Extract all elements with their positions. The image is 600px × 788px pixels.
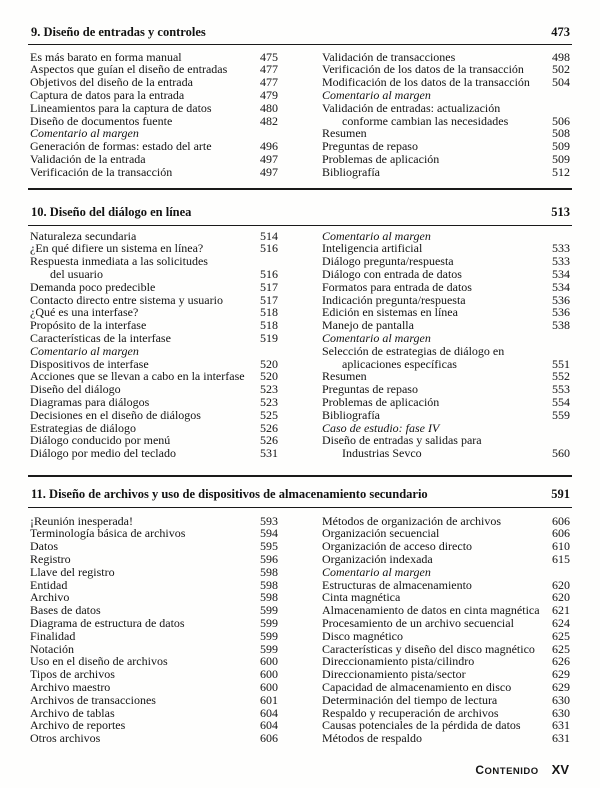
toc-entry-page-number: 519 bbox=[260, 330, 278, 345]
toc-entry-title: Tipos de archivos bbox=[30, 667, 115, 682]
toc-entry-title: Diagrama de estructura de datos bbox=[30, 615, 185, 630]
toc-entry-title: Inteligencia artificial bbox=[322, 241, 423, 256]
toc-entry-page-number: 625 bbox=[552, 628, 570, 643]
toc-entry-title: Problemas de aplicación bbox=[322, 151, 440, 166]
toc-entry-title: ¿En qué difiere un sistema en línea? bbox=[30, 241, 204, 256]
toc-entry-page-number: 533 bbox=[552, 254, 570, 269]
toc-entry-page-number: 538 bbox=[552, 318, 570, 333]
toc-entry-title: Diálogo con entrada de datos bbox=[322, 266, 462, 281]
chapter-page-number: 513 bbox=[551, 205, 570, 219]
toc-entry-title: Diálogo conducido por menú bbox=[30, 433, 171, 448]
toc-entry bbox=[322, 732, 570, 745]
toc-entry-page-number: 526 bbox=[260, 433, 278, 448]
toc-entry-title: Uso en el diseño de archivos bbox=[30, 654, 168, 669]
chapter-title: 11. Diseño de archivos y uso de dispositivos de almacenamiento secundario bbox=[31, 487, 428, 501]
toc-entry-page-number: 629 bbox=[552, 667, 570, 682]
toc-entry-page-number: 477 bbox=[260, 75, 278, 90]
chapter-separator-rule bbox=[28, 475, 572, 477]
toc-entry bbox=[30, 694, 278, 707]
toc-entry-page-number: 631 bbox=[552, 718, 570, 733]
toc-entry-title: Validación de la entrada bbox=[30, 151, 146, 166]
toc-entry-page-number: 517 bbox=[260, 292, 278, 307]
toc-entry-page-number: 594 bbox=[260, 526, 278, 541]
toc-entry-page-number: 606 bbox=[260, 731, 278, 746]
toc-entry-title: Problemas de aplicación bbox=[322, 394, 440, 409]
toc-entry-page-number: 504 bbox=[552, 75, 570, 90]
toc-entry-page-number: 606 bbox=[552, 513, 570, 528]
toc-entry-page-number: 598 bbox=[260, 590, 278, 605]
toc-entry-title: Terminología básica de archivos bbox=[30, 526, 186, 541]
toc-entry-page-number: 534 bbox=[552, 266, 570, 281]
toc-entry bbox=[30, 281, 278, 294]
toc-entry-title: Entidad bbox=[30, 577, 68, 592]
toc-entry-title: Preguntas de repaso bbox=[322, 382, 418, 397]
toc-entry-page-number: 479 bbox=[260, 87, 278, 102]
toc-entry-title: Comentario al margen bbox=[322, 330, 431, 345]
toc-entry-page-number: 598 bbox=[260, 577, 278, 592]
toc-entry-title: Caso de estudio: fase IV bbox=[322, 420, 440, 435]
toc-entry bbox=[30, 630, 278, 643]
toc-entry-title: Notación bbox=[30, 641, 74, 656]
toc-entry-page-number: 508 bbox=[552, 126, 570, 141]
toc-entry bbox=[322, 409, 570, 422]
toc-entry-page-number: 517 bbox=[260, 279, 278, 294]
toc-entry-title: Procesamiento de un archivo secuencial bbox=[322, 615, 514, 630]
toc-entry bbox=[322, 268, 570, 281]
toc-entry-title: Organización de acceso directo bbox=[322, 539, 473, 554]
toc-column-right bbox=[322, 230, 570, 460]
chapter-heading bbox=[31, 487, 570, 501]
toc-entry-page-number: 482 bbox=[260, 113, 278, 128]
toc-entry-title: Métodos de organización de archivos bbox=[322, 513, 502, 528]
toc-entry-page-number: 533 bbox=[552, 241, 570, 256]
toc-entry-title: Diálogo por medio del teclado bbox=[30, 446, 176, 461]
toc-entry-page-number: 523 bbox=[260, 394, 278, 409]
toc-entry-page-number: 631 bbox=[552, 731, 570, 746]
toc-column-left bbox=[30, 51, 278, 179]
toc-entry-page-number: 497 bbox=[260, 164, 278, 179]
toc-entry-page-number: 520 bbox=[260, 356, 278, 371]
toc-entry bbox=[30, 396, 278, 409]
toc-entry-title: Otros archivos bbox=[30, 731, 101, 746]
running-footer bbox=[475, 762, 569, 778]
toc-entry bbox=[30, 527, 278, 540]
toc-entry-page-number: 599 bbox=[260, 603, 278, 618]
toc-entry-page-number: 525 bbox=[260, 407, 278, 422]
toc-entry-page-number: 620 bbox=[552, 590, 570, 605]
toc-entry-title: Selección de estrategias de diálogo en bbox=[322, 343, 505, 358]
toc-entry-page-number: 599 bbox=[260, 615, 278, 630]
toc-entry-page-number: 600 bbox=[260, 679, 278, 694]
toc-entry bbox=[322, 553, 570, 566]
toc-entry-page-number: 552 bbox=[552, 369, 570, 384]
toc-entry-title: Finalidad bbox=[30, 628, 76, 643]
toc-entry-title: Modificación de los datos de la transacción bbox=[322, 75, 530, 90]
toc-entry-title: Validación de transacciones bbox=[322, 49, 456, 64]
toc-entry-title: Verificación de los datos de la transacción bbox=[322, 62, 524, 77]
toc-entry-page-number: 598 bbox=[260, 564, 278, 579]
toc-entry-page-number: 496 bbox=[260, 139, 278, 154]
toc-entry-page-number: 629 bbox=[552, 679, 570, 694]
toc-entry-title: Capacidad de almacenamiento en disco bbox=[322, 679, 512, 694]
toc-entry-title: Diseño del diálogo bbox=[30, 382, 121, 397]
toc-entry bbox=[30, 553, 278, 566]
toc-entry-page-number: 520 bbox=[260, 369, 278, 384]
toc-entry-title: Objetivos del diseño de la entrada bbox=[30, 75, 193, 90]
toc-entry-title: Industrias Sevco bbox=[342, 446, 422, 461]
toc-entry-title: Demanda poco predecible bbox=[30, 279, 156, 294]
footer-label: CONTENIDO bbox=[475, 763, 539, 777]
toc-entry-title: Manejo de pantalla bbox=[322, 318, 414, 333]
chapter-heading bbox=[31, 25, 570, 39]
toc-entry-page-number: 593 bbox=[260, 513, 278, 528]
toc-entry-page-number: 553 bbox=[552, 382, 570, 397]
toc-entry-page-number: 601 bbox=[260, 692, 278, 707]
toc-entry-title: Disco magnético bbox=[322, 628, 403, 643]
toc-entry-title: Edición en sistemas en línea bbox=[322, 305, 458, 320]
toc-entry-page-number: 512 bbox=[552, 164, 570, 179]
toc-subheading bbox=[322, 332, 570, 345]
toc-entry-title: Estrategias de diálogo bbox=[30, 420, 136, 435]
toc-entry-page-number: 518 bbox=[260, 305, 278, 320]
toc-entry-title: Características y diseño del disco magnético bbox=[322, 641, 535, 656]
toc-entry bbox=[322, 166, 570, 179]
toc-entry-title: Es más barato en forma manual bbox=[30, 49, 182, 64]
toc-entry-title: Indicación pregunta/respuesta bbox=[322, 292, 466, 307]
toc-entry-title: Comentario al margen bbox=[322, 87, 431, 102]
chapter-heading bbox=[31, 205, 570, 219]
toc-entry bbox=[30, 332, 278, 345]
toc-entry-page-number: 536 bbox=[552, 292, 570, 307]
toc-entry-page-number: 514 bbox=[260, 228, 278, 243]
toc-entry bbox=[30, 447, 278, 460]
toc-entry-title: Comentario al margen bbox=[30, 343, 139, 358]
toc-entry-page-number: 518 bbox=[260, 318, 278, 333]
toc-entry-title: Lineamientos para la captura de datos bbox=[30, 100, 212, 115]
toc-entry-page-number: 615 bbox=[552, 551, 570, 566]
toc-entry-page-number: 630 bbox=[552, 692, 570, 707]
toc-entry-page-number: 599 bbox=[260, 628, 278, 643]
toc-entry-page-number: 498 bbox=[552, 49, 570, 64]
toc-entry-title: Métodos de respaldo bbox=[322, 731, 422, 746]
heading-rule bbox=[28, 225, 572, 226]
toc-entry-page-number: 559 bbox=[552, 407, 570, 422]
toc-entry-page-number: 600 bbox=[260, 654, 278, 669]
toc-entry-title: Diálogo pregunta/respuesta bbox=[322, 254, 454, 269]
toc-entry-page-number: 477 bbox=[260, 62, 278, 77]
toc-entry bbox=[322, 396, 570, 409]
toc-entry bbox=[30, 166, 278, 179]
toc-entry-page-number: 554 bbox=[552, 394, 570, 409]
toc-entry-title: Bases de datos bbox=[30, 603, 101, 618]
toc-entry-title: Comentario al margen bbox=[322, 228, 431, 243]
chapter-page-number: 473 bbox=[551, 25, 570, 39]
toc-entry-title: Resumen bbox=[322, 369, 367, 384]
toc-entry-title: Diseño de entradas y salidas para bbox=[322, 433, 482, 448]
toc-entry-title: Diseño de documentos fuente bbox=[30, 113, 173, 128]
toc-entry-title: Almacenamiento de datos en cinta magnética bbox=[322, 603, 540, 618]
toc-entry-page-number: 551 bbox=[552, 356, 570, 371]
toc-entry bbox=[322, 281, 570, 294]
toc-entry bbox=[322, 681, 570, 694]
toc-entry-title: Registro bbox=[30, 551, 71, 566]
toc-entry bbox=[322, 447, 570, 460]
toc-entry-title: Formatos para entrada de datos bbox=[322, 279, 472, 294]
toc-entry bbox=[30, 268, 278, 281]
toc-entry-title: Direccionamiento pista/sector bbox=[322, 667, 466, 682]
toc-entry-title: Dispositivos de interfase bbox=[30, 356, 149, 371]
toc-entry bbox=[30, 409, 278, 422]
toc-entry-title: Captura de datos para la entrada bbox=[30, 87, 185, 102]
toc-entry-page-number: 560 bbox=[552, 446, 570, 461]
toc-entry-title: ¿Qué es una interfase? bbox=[30, 305, 139, 320]
toc-entry-title: Respaldo y recuperación de archivos bbox=[322, 705, 499, 720]
toc-entry bbox=[30, 89, 278, 102]
toc-entry-page-number: 604 bbox=[260, 718, 278, 733]
toc-column-right bbox=[322, 51, 570, 179]
toc-entry-title: Llave del registro bbox=[30, 564, 115, 579]
toc-entry-title: Naturaleza secundaria bbox=[30, 228, 137, 243]
toc-entry-title: Cinta magnética bbox=[322, 590, 401, 605]
toc-entry-page-number: 626 bbox=[552, 654, 570, 669]
toc-entry-page-number: 516 bbox=[260, 266, 278, 281]
toc-entry-page-number: 620 bbox=[552, 577, 570, 592]
toc-entry-page-number: 604 bbox=[260, 705, 278, 720]
toc-entry-title: Diagramas para diálogos bbox=[30, 394, 150, 409]
toc-entry bbox=[30, 153, 278, 166]
chapter-title: 9. Diseño de entradas y controles bbox=[31, 25, 206, 39]
toc-entry-title: Aspectos que guían el diseño de entradas bbox=[30, 62, 228, 77]
toc-entry-title: Preguntas de repaso bbox=[322, 139, 418, 154]
toc-entry-page-number: 536 bbox=[552, 305, 570, 320]
toc-entry-title: Estructuras de almacenamiento bbox=[322, 577, 472, 592]
toc-entry bbox=[322, 694, 570, 707]
toc-entry bbox=[322, 617, 570, 630]
toc-entry bbox=[322, 153, 570, 166]
toc-entry bbox=[30, 732, 278, 745]
toc-entry-page-number: 600 bbox=[260, 667, 278, 682]
toc-entry-page-number: 610 bbox=[552, 539, 570, 554]
toc-entry-title: Archivos de transacciones bbox=[30, 692, 156, 707]
toc-entry-title: Generación de formas: estado del arte bbox=[30, 139, 212, 154]
toc-column-right bbox=[322, 515, 570, 745]
toc-entry-title: Datos bbox=[30, 539, 58, 554]
toc-entry-page-number: 595 bbox=[260, 539, 278, 554]
toc-entry-page-number: 630 bbox=[552, 705, 570, 720]
toc-entry-title: ¡Reunión inesperada! bbox=[30, 513, 133, 528]
toc-subheading bbox=[322, 566, 570, 579]
toc-entry-page-number: 596 bbox=[260, 551, 278, 566]
heading-rule bbox=[28, 44, 572, 45]
toc-entry bbox=[322, 102, 570, 115]
toc-entry-title: Archivo bbox=[30, 590, 70, 605]
toc-entry-title: Bibliografía bbox=[322, 407, 380, 422]
toc-entry-page-number: 475 bbox=[260, 49, 278, 64]
toc-entry-page-number: 526 bbox=[260, 420, 278, 435]
toc-entry-title: Organización indexada bbox=[322, 551, 433, 566]
toc-entry-title: Archivo maestro bbox=[30, 679, 111, 694]
toc-entry-title: Archivo de reportes bbox=[30, 718, 126, 733]
toc-entry-page-number: 509 bbox=[552, 139, 570, 154]
toc-entry-title: Validación de entradas: actualización bbox=[322, 100, 501, 115]
toc-entry-title: Respuesta inmediata a las solicitudes bbox=[30, 254, 208, 269]
toc-entry-title: Organización secuencial bbox=[322, 526, 440, 541]
toc-entry-page-number: 531 bbox=[260, 446, 278, 461]
toc-entry-title: conforme cambian las necesidades bbox=[342, 113, 509, 128]
toc-entry-page-number: 621 bbox=[552, 603, 570, 618]
toc-entry-title: Características de la interfase bbox=[30, 330, 171, 345]
toc-entry-page-number: 516 bbox=[260, 241, 278, 256]
toc-entry-page-number: 480 bbox=[260, 100, 278, 115]
toc-entry-page-number: 624 bbox=[552, 615, 570, 630]
toc-entry-title: Comentario al margen bbox=[322, 564, 431, 579]
toc-entry-page-number: 599 bbox=[260, 641, 278, 656]
toc-entry-title: Propósito de la interfase bbox=[30, 318, 147, 333]
heading-rule bbox=[28, 507, 572, 508]
toc-entry-title: Resumen bbox=[322, 126, 367, 141]
chapter-title: 10. Diseño del diálogo en línea bbox=[31, 205, 192, 219]
toc-entry bbox=[30, 617, 278, 630]
toc-entry bbox=[322, 630, 570, 643]
toc-entry-title: Comentario al margen bbox=[30, 126, 139, 141]
toc-entry bbox=[30, 566, 278, 579]
toc-entry-title: Verificación de la transacción bbox=[30, 164, 173, 179]
toc-entry-page-number: 625 bbox=[552, 641, 570, 656]
toc-entry-title: Contacto directo entre sistema y usuario bbox=[30, 292, 223, 307]
toc-entry-page-number: 523 bbox=[260, 382, 278, 397]
toc-entry-title: Acciones que se llevan a cabo en la interfase bbox=[30, 369, 245, 384]
toc-entry-page-number: 502 bbox=[552, 62, 570, 77]
toc-subheading bbox=[322, 89, 570, 102]
toc-entry-title: Decisiones en el diseño de diálogos bbox=[30, 407, 201, 422]
toc-entry-page-number: 497 bbox=[260, 151, 278, 166]
toc-entry-title: Archivo de tablas bbox=[30, 705, 115, 720]
toc-entry-title: Causas potenciales de la pérdida de datos bbox=[322, 718, 521, 733]
toc-entry bbox=[30, 681, 278, 694]
toc-entry-page-number: 534 bbox=[552, 279, 570, 294]
toc-subheading bbox=[30, 345, 278, 358]
toc-entry-title: Bibliografía bbox=[322, 164, 380, 179]
toc-column-left bbox=[30, 515, 278, 745]
toc-entry bbox=[30, 102, 278, 115]
toc-entry-title: aplicaciones específicas bbox=[342, 356, 457, 371]
toc-entry-page-number: 606 bbox=[552, 526, 570, 541]
chapter-page-number: 591 bbox=[551, 487, 570, 501]
toc-entry-title: Direccionamiento pista/cilindro bbox=[322, 654, 475, 669]
toc-entry-page-number: 506 bbox=[552, 113, 570, 128]
toc-entry-title: del usuario bbox=[50, 266, 103, 281]
toc-column-left bbox=[30, 230, 278, 460]
chapter-separator-rule bbox=[28, 188, 572, 190]
toc-entry bbox=[322, 345, 570, 358]
toc-entry-title: Determinación del tiempo de lectura bbox=[322, 692, 498, 707]
toc-entry-page-number: 509 bbox=[552, 151, 570, 166]
footer-page-number: XV bbox=[551, 762, 569, 777]
